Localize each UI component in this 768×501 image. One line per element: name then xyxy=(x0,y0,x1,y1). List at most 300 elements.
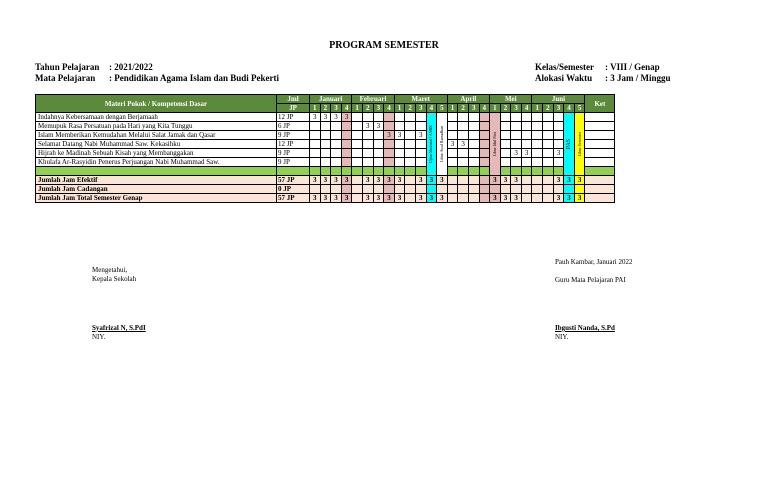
header-month: Februari xyxy=(352,95,394,104)
week-cell xyxy=(352,131,363,140)
week-cell xyxy=(394,113,405,122)
week-cell: 3 xyxy=(373,194,384,203)
week-cell xyxy=(373,140,384,149)
week-cell xyxy=(468,185,479,194)
week-cell: 3 xyxy=(415,131,426,140)
materi-cell: Khulafa Ar-Rasyidin Penerus Perjuangan Nabi Muhammad Saw. xyxy=(36,158,277,167)
materi-cell: Memupuk Rasa Persatuan pada Hari yang Kita Tunggu xyxy=(36,122,277,131)
week-cell: 3 xyxy=(574,176,585,185)
ket-cell xyxy=(585,176,615,185)
week-cell xyxy=(511,185,522,194)
week-cell xyxy=(479,194,490,203)
separator-cell xyxy=(511,167,522,176)
separator-cell xyxy=(553,167,564,176)
summary-row xyxy=(36,194,615,203)
week-cell xyxy=(447,113,458,122)
ket-cell xyxy=(585,122,615,131)
week-cell xyxy=(331,131,342,140)
week-cell xyxy=(543,185,554,194)
week-cell xyxy=(405,158,416,167)
separator-cell xyxy=(405,167,416,176)
jml-cell: 57 JP xyxy=(277,176,310,185)
week-cell: 3 xyxy=(341,113,352,122)
materi-cell: Hijrah ke Madinah Sebuah Kisah yang Membanggakan xyxy=(36,149,277,158)
week-cell: 3 xyxy=(384,176,395,185)
signature-right xyxy=(555,258,632,285)
week-cell: 3 xyxy=(500,194,511,203)
week-cell xyxy=(479,140,490,149)
week-cell xyxy=(543,131,554,140)
week-cell xyxy=(331,185,342,194)
week-cell xyxy=(384,122,395,131)
jml-cell: 12 JP xyxy=(277,113,310,122)
week-cell xyxy=(394,149,405,158)
week-cell xyxy=(320,158,331,167)
week-cell xyxy=(384,185,395,194)
week-cell xyxy=(468,176,479,185)
summary-row xyxy=(36,185,615,194)
week-cell xyxy=(320,140,331,149)
week-cell xyxy=(437,113,448,176)
week-cell xyxy=(320,131,331,140)
week-cell xyxy=(341,149,352,158)
table-row xyxy=(36,158,615,167)
week-cell xyxy=(384,158,395,167)
week-cell xyxy=(405,113,416,122)
week-cell xyxy=(341,131,352,140)
week-cell xyxy=(458,113,469,122)
week-cell xyxy=(511,113,522,122)
week-cell xyxy=(341,158,352,167)
separator-cell xyxy=(362,167,373,176)
week-cell xyxy=(532,149,543,158)
week-cell xyxy=(468,158,479,167)
jml-cell: 12 JP xyxy=(277,140,310,149)
summary-label: Jumlah Jam Total Semester Genap xyxy=(36,194,277,203)
vertical-note: Libur Semester xyxy=(576,131,582,157)
week-cell: 3 xyxy=(384,194,395,203)
week-cell xyxy=(532,194,543,203)
separator-cell xyxy=(543,167,554,176)
week-cell xyxy=(352,185,363,194)
header-week: 5 xyxy=(437,104,448,113)
header-week: 3 xyxy=(511,104,522,113)
week-cell xyxy=(532,185,543,194)
separator-row xyxy=(36,167,615,176)
week-cell xyxy=(447,131,458,140)
header-week: 1 xyxy=(310,104,321,113)
week-cell: 3 xyxy=(362,122,373,131)
table-row xyxy=(36,122,615,131)
summary-label: Jumlah Jam Cadangan xyxy=(36,185,277,194)
vertical-note: Libur Awal Ramadhan xyxy=(438,125,444,163)
ket-cell xyxy=(585,140,615,149)
week-cell xyxy=(543,176,554,185)
separator-cell xyxy=(384,167,395,176)
week-cell xyxy=(352,194,363,203)
separator-cell xyxy=(352,167,363,176)
week-cell xyxy=(521,131,532,140)
week-cell xyxy=(479,185,490,194)
week-cell xyxy=(500,113,511,122)
week-cell: 3 xyxy=(458,140,469,149)
header-week: 2 xyxy=(458,104,469,113)
header-week: 3 xyxy=(553,104,564,113)
week-cell xyxy=(447,176,458,185)
week-cell xyxy=(331,158,342,167)
header-month: April xyxy=(447,95,489,104)
week-cell xyxy=(521,176,532,185)
week-cell xyxy=(405,176,416,185)
week-cell xyxy=(543,140,554,149)
week-cell xyxy=(458,185,469,194)
week-cell: 3 xyxy=(415,194,426,203)
page-title: PROGRAM SEMESTER xyxy=(329,40,439,51)
week-cell xyxy=(574,185,585,194)
ket-cell xyxy=(585,158,615,167)
week-cell: 3 xyxy=(341,194,352,203)
week-cell xyxy=(511,131,522,140)
week-cell xyxy=(521,194,532,203)
week-cell xyxy=(511,158,522,167)
table-row xyxy=(36,140,615,149)
week-cell xyxy=(468,122,479,131)
week-cell xyxy=(458,158,469,167)
header-week: 4 xyxy=(521,104,532,113)
sig-right-role: Guru Mata Pelajaran PAI xyxy=(555,276,626,284)
header-week: 2 xyxy=(543,104,554,113)
week-cell xyxy=(511,122,522,131)
week-cell xyxy=(415,185,426,194)
week-cell xyxy=(320,122,331,131)
week-cell: 3 xyxy=(331,113,342,122)
week-cell: 3 xyxy=(394,176,405,185)
signature-left xyxy=(92,266,136,284)
week-cell: 3 xyxy=(320,176,331,185)
info-row-alokasi: Alokasi Waktu : 3 Jam / Minggu xyxy=(535,73,671,83)
sig-left-line2: Kepala Sekolah xyxy=(92,275,137,283)
materi-cell: Indahnya Kebersamaan dengan Berjamaah xyxy=(36,113,277,122)
jml-cell: 6 JP xyxy=(277,122,310,131)
week-cell xyxy=(437,185,448,194)
week-cell xyxy=(405,140,416,149)
week-cell: 3 xyxy=(490,176,501,185)
header-week: 3 xyxy=(331,104,342,113)
week-cell: 3 xyxy=(384,131,395,140)
separator-cell xyxy=(277,167,310,176)
week-cell: 3 xyxy=(320,113,331,122)
week-cell xyxy=(415,140,426,149)
header-month: Juni xyxy=(532,95,585,104)
separator-cell xyxy=(479,167,490,176)
header-week: 2 xyxy=(405,104,416,113)
week-cell xyxy=(458,149,469,158)
week-cell xyxy=(543,149,554,158)
info-left xyxy=(35,62,279,84)
week-cell: 3 xyxy=(310,176,321,185)
week-cell xyxy=(341,122,352,131)
week-cell: 3 xyxy=(574,194,585,203)
week-cell xyxy=(500,131,511,140)
table-row xyxy=(36,131,615,140)
week-cell xyxy=(553,113,564,122)
signature-left-name xyxy=(92,324,146,342)
week-cell xyxy=(532,113,543,122)
separator-cell xyxy=(468,167,479,176)
vertical-note: Libur Idul Fitri xyxy=(491,131,497,157)
week-cell: 3 xyxy=(553,176,564,185)
week-cell xyxy=(553,122,564,131)
header-week: 1 xyxy=(532,104,543,113)
summary-label: Jumlah Jam Efektif xyxy=(36,176,277,185)
header-week: 2 xyxy=(320,104,331,113)
sig-right-name: Ibgusti Nanda, S.Pd xyxy=(555,324,615,332)
header-month: Januari xyxy=(310,95,352,104)
week-cell xyxy=(490,185,501,194)
separator-cell xyxy=(458,167,469,176)
week-cell xyxy=(543,113,554,122)
week-cell xyxy=(405,185,416,194)
week-cell xyxy=(447,149,458,158)
week-cell xyxy=(511,140,522,149)
week-cell xyxy=(447,185,458,194)
week-cell: 3 xyxy=(394,194,405,203)
week-cell xyxy=(405,149,416,158)
week-cell: 3 xyxy=(362,194,373,203)
week-cell: 3 xyxy=(511,176,522,185)
week-cell xyxy=(394,185,405,194)
header-month: Mei xyxy=(490,95,532,104)
week-cell xyxy=(500,185,511,194)
week-cell xyxy=(373,131,384,140)
separator-cell xyxy=(331,167,342,176)
week-cell xyxy=(479,176,490,185)
week-cell: 3 xyxy=(521,149,532,158)
separator-cell xyxy=(310,167,321,176)
week-cell xyxy=(426,113,437,176)
separator-cell xyxy=(415,167,426,176)
ket-cell xyxy=(585,113,615,122)
week-cell: 3 xyxy=(426,176,437,185)
info-row-mapel: Mata Pelajaran : Pendidikan Agama Islam dan Budi Pekerti xyxy=(35,73,280,83)
week-cell xyxy=(415,122,426,131)
info-row-kelas: Kelas/Semester : VIII / Genap xyxy=(535,62,660,72)
week-cell xyxy=(362,185,373,194)
week-cell xyxy=(490,113,501,176)
week-cell: 3 xyxy=(564,194,575,203)
week-cell xyxy=(458,131,469,140)
week-cell xyxy=(405,194,416,203)
week-cell xyxy=(362,131,373,140)
ket-cell xyxy=(585,194,615,203)
week-cell xyxy=(479,122,490,131)
signature-right-name xyxy=(555,324,615,342)
week-cell: 3 xyxy=(310,113,321,122)
week-cell xyxy=(458,176,469,185)
week-cell: 3 xyxy=(320,194,331,203)
week-cell xyxy=(331,122,342,131)
week-cell xyxy=(468,113,479,122)
week-cell xyxy=(479,113,490,122)
week-cell xyxy=(532,158,543,167)
week-cell xyxy=(500,140,511,149)
jml-cell: 57 JP xyxy=(277,194,310,203)
week-cell xyxy=(331,149,342,158)
week-cell xyxy=(479,149,490,158)
info-right xyxy=(535,62,671,84)
header-week: 2 xyxy=(500,104,511,113)
week-cell xyxy=(352,122,363,131)
header-week: 3 xyxy=(415,104,426,113)
week-cell xyxy=(394,140,405,149)
header-week: 1 xyxy=(394,104,405,113)
week-cell xyxy=(310,140,321,149)
sig-right-nip: NIY. xyxy=(555,333,569,341)
week-cell xyxy=(362,140,373,149)
jml-cell: 0 JP xyxy=(277,185,310,194)
header-jml: Jml xyxy=(277,95,310,104)
header-week: 5 xyxy=(574,104,585,113)
week-cell xyxy=(521,158,532,167)
program-semester-table xyxy=(35,94,615,203)
week-cell: 3 xyxy=(426,194,437,203)
week-cell xyxy=(415,158,426,167)
week-cell xyxy=(373,185,384,194)
week-cell xyxy=(553,158,564,167)
week-cell xyxy=(320,149,331,158)
week-cell: 3 xyxy=(447,140,458,149)
week-cell xyxy=(405,131,416,140)
week-cell xyxy=(532,176,543,185)
week-cell xyxy=(352,149,363,158)
week-cell xyxy=(500,122,511,131)
vertical-note: PAS xyxy=(566,138,573,150)
week-cell: 3 xyxy=(341,176,352,185)
header-week: 1 xyxy=(490,104,501,113)
week-cell xyxy=(331,140,342,149)
week-cell xyxy=(310,131,321,140)
week-cell xyxy=(500,149,511,158)
week-cell xyxy=(394,122,405,131)
week-cell xyxy=(543,158,554,167)
week-cell: 3 xyxy=(553,194,564,203)
week-cell: 3 xyxy=(362,176,373,185)
week-cell xyxy=(373,149,384,158)
week-cell xyxy=(458,122,469,131)
sig-left-name: Syafrizal N, S.PdI xyxy=(92,324,146,332)
summary-row xyxy=(36,176,615,185)
separator-cell xyxy=(521,167,532,176)
info-row-tahun: Tahun Pelajaran : 2021/2022 xyxy=(35,62,153,72)
week-cell xyxy=(447,122,458,131)
table-row xyxy=(36,113,615,122)
separator-cell xyxy=(394,167,405,176)
week-cell xyxy=(553,140,564,149)
sig-right-date: Pauh Kambar, Januari 2022 xyxy=(555,258,633,266)
header-week: 4 xyxy=(384,104,395,113)
table-row xyxy=(36,149,615,158)
week-cell xyxy=(352,158,363,167)
week-cell xyxy=(521,140,532,149)
week-cell: 3 xyxy=(331,194,342,203)
week-cell xyxy=(447,194,458,203)
week-cell xyxy=(384,149,395,158)
week-cell xyxy=(468,131,479,140)
week-cell xyxy=(447,158,458,167)
week-cell xyxy=(521,122,532,131)
separator-cell xyxy=(373,167,384,176)
week-cell xyxy=(468,149,479,158)
week-cell xyxy=(543,122,554,131)
week-cell xyxy=(532,122,543,131)
week-cell: 3 xyxy=(437,194,448,203)
materi-cell: Selamat Datang Nabi Muhammad Saw. Kekasihku xyxy=(36,140,277,149)
materi-cell: Islam Memberikan Kemudahan Melalui Salat Jamak dan Qasar xyxy=(36,131,277,140)
sig-left-line1: Mengetahui, xyxy=(92,266,128,274)
header-week: 4 xyxy=(426,104,437,113)
vertical-note: Ujian Nasional / ANBK xyxy=(428,124,434,164)
header-week: 1 xyxy=(447,104,458,113)
header-week: 4 xyxy=(341,104,352,113)
week-cell: 3 xyxy=(553,149,564,158)
week-cell: 3 xyxy=(490,194,501,203)
separator-cell xyxy=(320,167,331,176)
header-month: Maret xyxy=(394,95,447,104)
week-cell: 3 xyxy=(564,176,575,185)
week-cell: 3 xyxy=(511,149,522,158)
week-cell: 3 xyxy=(331,176,342,185)
header-ket: Ket xyxy=(585,95,615,113)
header-jp: JP xyxy=(277,104,310,113)
week-cell xyxy=(553,131,564,140)
week-cell xyxy=(310,185,321,194)
week-cell xyxy=(564,185,575,194)
separator-cell xyxy=(532,167,543,176)
jml-cell: 9 JP xyxy=(277,131,310,140)
week-cell xyxy=(553,185,564,194)
separator-cell xyxy=(36,167,277,176)
header-week: 3 xyxy=(468,104,479,113)
ket-cell xyxy=(585,185,615,194)
week-cell xyxy=(426,185,437,194)
jml-cell: 9 JP xyxy=(277,149,310,158)
week-cell xyxy=(320,185,331,194)
week-cell xyxy=(500,158,511,167)
week-cell xyxy=(310,158,321,167)
week-cell xyxy=(405,122,416,131)
week-cell: 3 xyxy=(511,194,522,203)
week-cell xyxy=(543,194,554,203)
week-cell xyxy=(352,140,363,149)
sig-left-nip: NIY. xyxy=(92,333,106,341)
week-cell xyxy=(310,149,321,158)
week-cell: 3 xyxy=(310,194,321,203)
week-cell xyxy=(574,113,585,176)
week-cell xyxy=(564,113,575,176)
week-cell xyxy=(352,176,363,185)
jml-cell: 9 JP xyxy=(277,158,310,167)
week-cell: 3 xyxy=(373,176,384,185)
week-cell: 3 xyxy=(415,176,426,185)
week-cell xyxy=(394,158,405,167)
week-cell xyxy=(310,122,321,131)
week-cell xyxy=(468,194,479,203)
week-cell xyxy=(521,185,532,194)
week-cell xyxy=(532,131,543,140)
week-cell xyxy=(373,158,384,167)
separator-cell xyxy=(341,167,352,176)
separator-cell xyxy=(585,167,615,176)
